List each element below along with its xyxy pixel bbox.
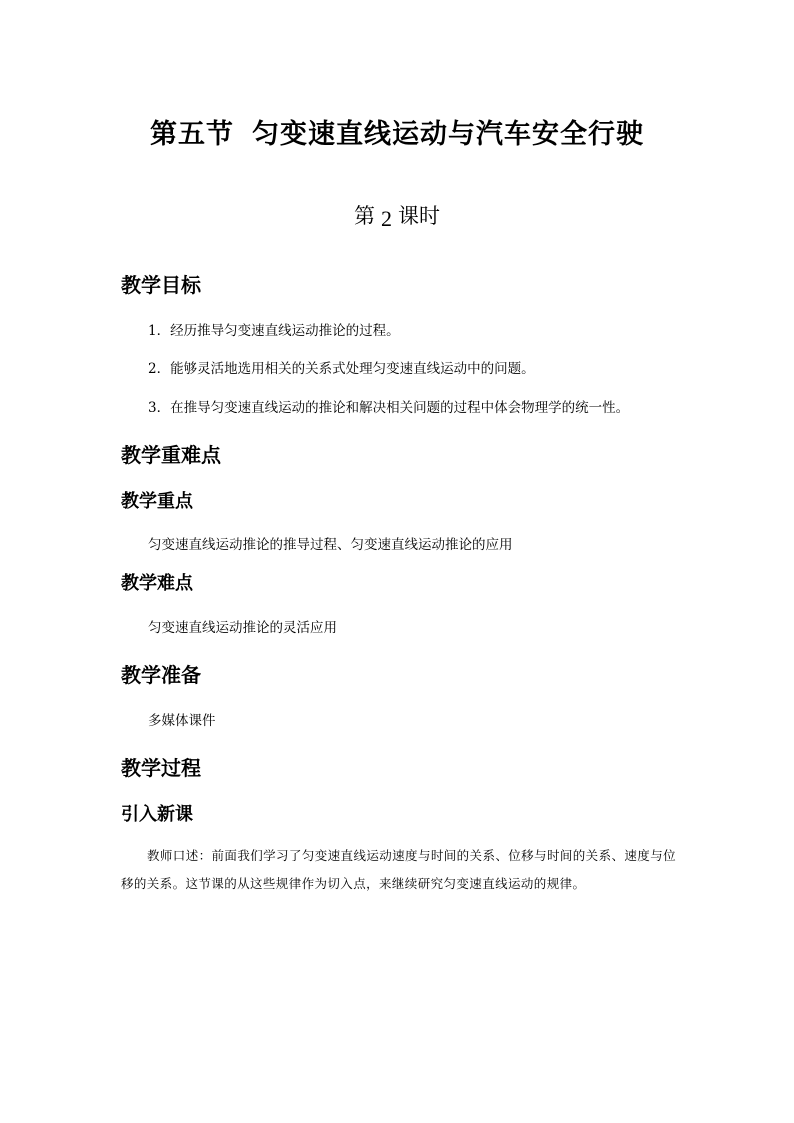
objective-item-3: 3．在推导匀变速直线运动的推论和解决相关问题的过程中体会物理学的统一性。 (148, 400, 630, 416)
title-text: 匀变速直线运动与汽车安全行驶 (252, 119, 644, 150)
preparation-text: 多媒体课件 (148, 713, 216, 729)
focus-heading: 教学重点 (121, 491, 193, 512)
intro-heading: 引入新课 (121, 804, 193, 825)
difficulty-heading: 教学难点 (121, 573, 193, 594)
difficulty-text: 匀变速直线运动推论的灵活应用 (148, 620, 337, 636)
subtitle-number: 2 (381, 206, 392, 231)
key-points-heading: 教学重难点 (121, 443, 221, 467)
subtitle-prefix: 第 (354, 204, 375, 228)
preparation-heading: 教学准备 (121, 663, 201, 687)
title-section-number: 第五节 (150, 119, 234, 150)
subtitle-suffix: 课时 (398, 204, 440, 228)
intro-paragraph: 教师口述：前面我们学习了匀变速直线运动速度与时间的关系、位移与时间的关系、速度与位移的关系。这节课的从这些规律作为切入点，来继续研究匀变速直线运动的规律。 (121, 848, 676, 891)
focus-text: 匀变速直线运动推论的推导过程、匀变速直线运动推论的应用 (148, 537, 513, 553)
objective-item-1: 1．经历推导匀变速直线运动推论的过程。 (148, 323, 400, 339)
objective-item-2: 2．能够灵活地选用相关的关系式处理匀变速直线运动中的问题。 (148, 361, 535, 377)
objectives-heading: 教学目标 (121, 273, 201, 297)
page-title (0, 112, 794, 151)
process-heading: 教学过程 (121, 756, 201, 780)
lesson-subtitle (0, 200, 794, 230)
